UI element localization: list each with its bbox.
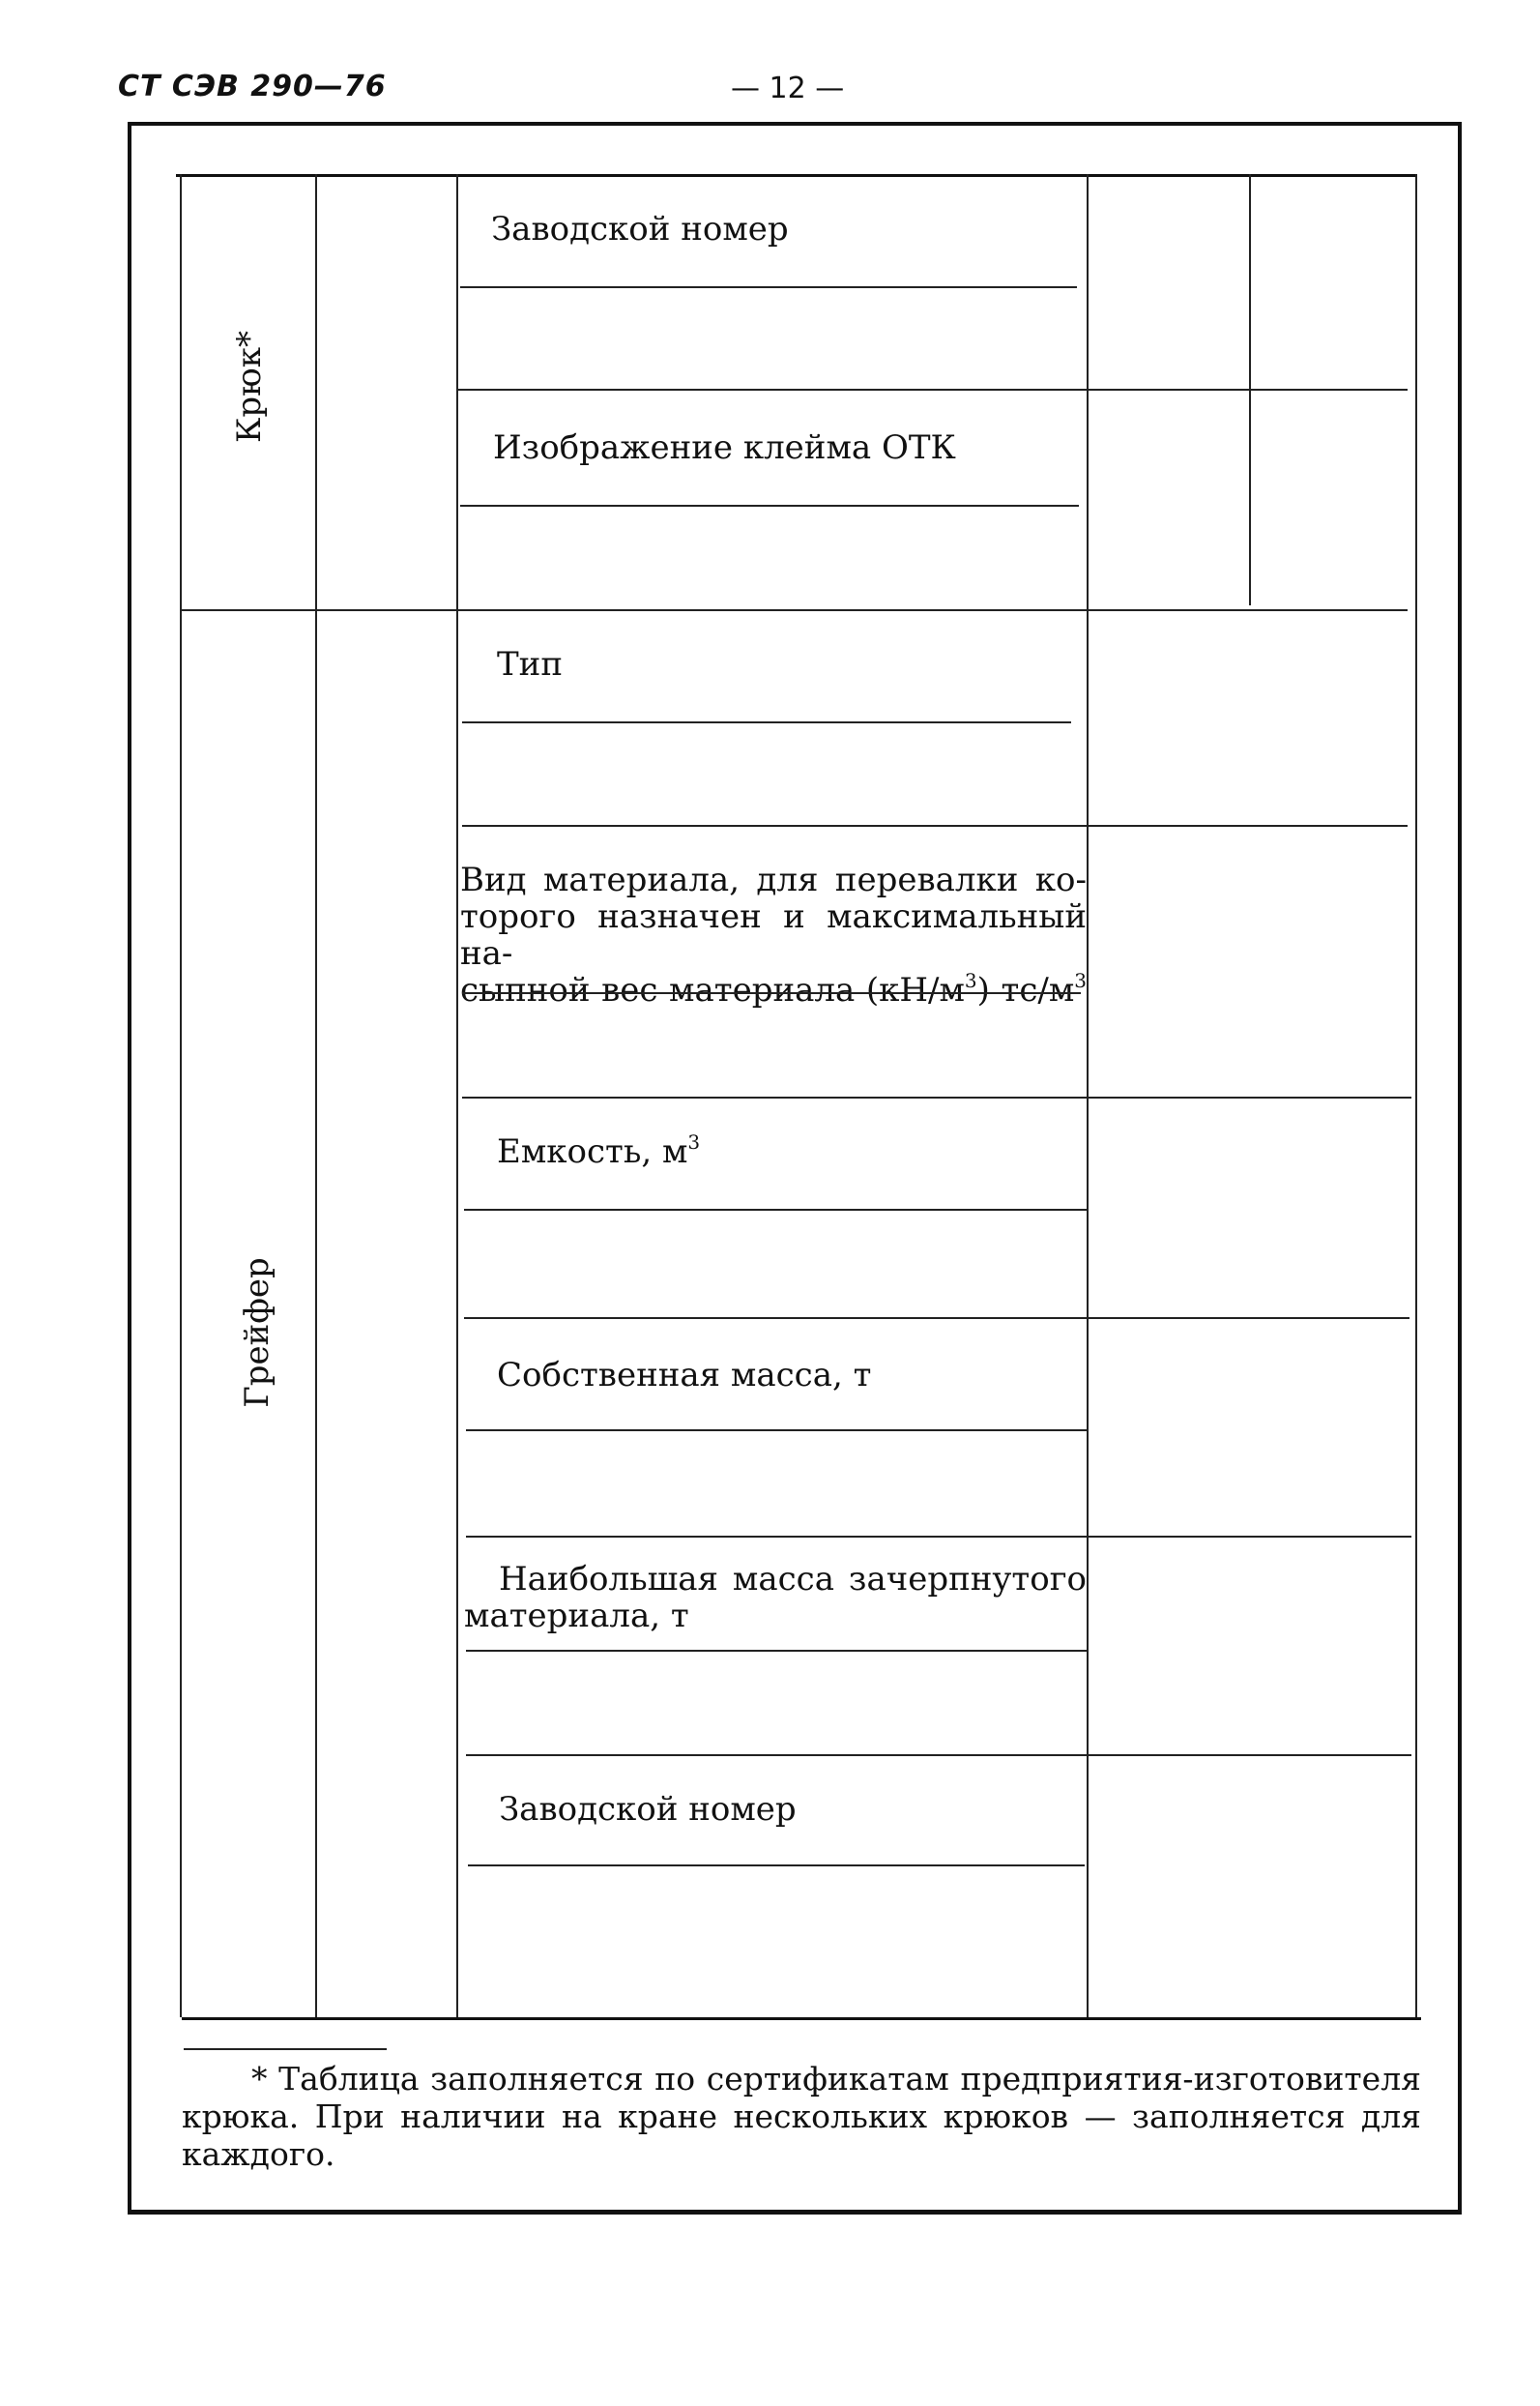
hook-serial-number-label: Заводской номер [491,210,789,249]
grab-type-row-divider [462,825,1408,827]
grab-material-underline [462,992,1081,994]
hook-row-divider [458,389,1408,391]
frame-left-border [128,122,131,2214]
grab-max-mass-label [464,1561,1087,1634]
footnote-line-3: каждого. [182,2135,335,2173]
grab-capacity-underline [464,1209,1087,1211]
grab-material-alt-unit-exponent: 3 [1074,969,1088,992]
table-right-border [1415,174,1417,2017]
table-bottom-border [182,2017,1421,2020]
group-label-hook: Крюк* [230,331,269,443]
grab-capacity-unit-exponent: 3 [687,1130,701,1154]
hook-grab-section-divider [182,609,1408,611]
grab-own-mass-label: Собственная масса, т [497,1356,872,1394]
grab-max-mass-underline [466,1650,1087,1652]
page-number: — 12 — [731,72,845,105]
grab-material-line-3-start: сыпной вес материала (кН/м [460,971,965,1010]
grab-capacity-label [497,1130,701,1171]
grab-type-underline [462,721,1071,723]
grab-own-mass-underline [466,1429,1087,1431]
grab-material-label [460,862,1087,1009]
grab-capacity-row-divider [464,1317,1409,1319]
grab-material-line-2: торого назначен и максимальный на- [460,897,1087,973]
grab-type-label: Тип [497,645,563,684]
group-label-column-divider [315,174,317,2017]
grab-max-mass-line-1: Наибольшая масса зачерпнутого [499,1560,1087,1599]
group-label-grab: Грейфер [238,1257,276,1408]
hook-otk-stamp-label: Изображение клейма ОТК [493,428,956,467]
number-column-divider [456,174,458,2017]
table-top-border [176,174,1415,177]
grab-max-mass-row-divider [466,1754,1411,1756]
grab-material-line-3 [460,969,1088,1010]
frame-bottom-border [128,2210,1462,2215]
grab-capacity-text: Емкость, м [497,1132,688,1171]
footnote-line-1: * Таблица заполняется по сертификатам предприятия-изготовителя [251,2060,1421,2098]
grab-serial-number-label: Заводской номер [499,1790,797,1829]
grab-material-line-3-end: ) тс/м [976,971,1075,1010]
hook-serial-number-underline [460,286,1077,288]
grab-own-mass-row-divider [466,1536,1411,1538]
footnote [182,2060,1421,2173]
frame-right-border [1458,122,1462,2214]
frame-top-border [128,122,1462,126]
parameter-column-divider [1087,174,1089,2017]
grab-max-mass-line-2: материала, т [464,1597,689,1635]
grab-material-unit-exponent: 3 [964,969,977,992]
standard-code: СТ СЭВ 290—76 [118,70,387,103]
grab-serial-number-underline [468,1864,1085,1866]
footnote-rule [184,2048,387,2050]
grab-material-line-1: Вид материала, для перевалки ко- [460,861,1087,899]
grab-material-row-divider [462,1097,1411,1099]
table-left-border [180,174,182,2017]
footnote-line-2: крюка. При наличии на кране нескольких крюков — заполняется для [182,2098,1421,2135]
hook-otk-stamp-underline [460,505,1079,507]
